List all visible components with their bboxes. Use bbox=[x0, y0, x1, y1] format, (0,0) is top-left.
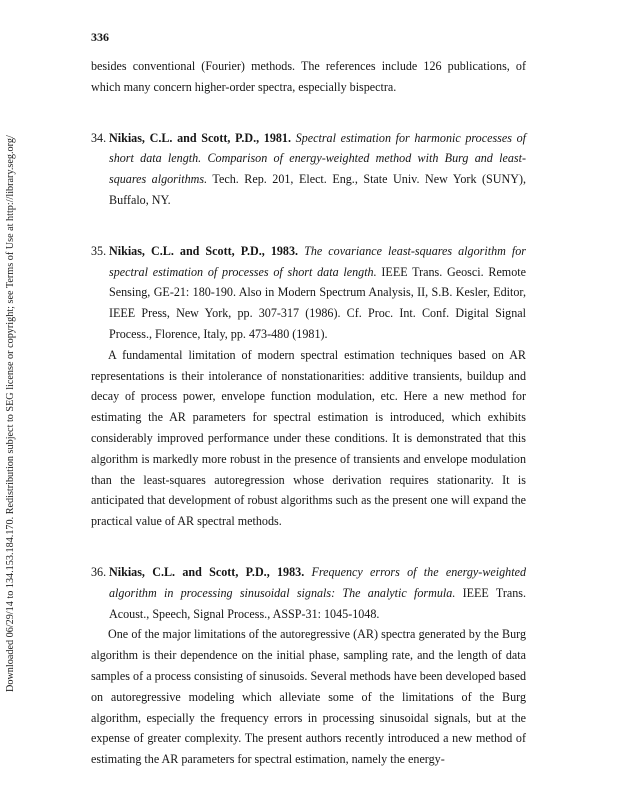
reference-citation bbox=[109, 128, 526, 211]
reference-citation bbox=[109, 562, 526, 624]
reference-title: Frequency errors of the energy-weighted algorithm in processing sinusoidal signals: The analytic formula. bbox=[109, 564, 526, 600]
reference-source: IEEE Trans. Acoust., Speech, Signal Process., ASSP-31: 1045-1048. bbox=[109, 585, 526, 621]
page-content bbox=[91, 56, 526, 770]
reference-number: 34. bbox=[91, 130, 107, 145]
reference-entry-35 bbox=[91, 241, 526, 345]
reference-title: The covariance least-squares algorithm for spectral estimation of processes of short data length. bbox=[109, 243, 527, 279]
reference-source: IEEE Trans. Geosci. Remote Sensing, GE-21: 180-190. Also in Modern Spectrum Analysis, II, S.B. Kesler, Editor, IEEE Press, New York, pp. 307-317 (1986). Cf. Proc. Int. Conf. Digital Signal Process., Florence, Italy, pp. 473-480 (1981). bbox=[109, 264, 526, 341]
download-notice: Downloaded 06/29/14 to 134.153.184.170. Redistribution subject to SEG license or copyright; see Terms of Use at http://library.seg.org/ bbox=[5, 135, 16, 692]
intro-paragraph: besides conventional (Fourier) methods. The references include 126 publications, of which many concern higher-order spectra, especially bispectra. bbox=[91, 59, 526, 94]
reference-authors: Nikias, C.L. and Scott, P.D., 1981. bbox=[109, 130, 292, 145]
reference-entry-34 bbox=[91, 128, 526, 211]
reference-number: 35. bbox=[91, 243, 107, 258]
reference-authors: Nikias, C.L. and Scott, P.D., 1983. bbox=[109, 564, 305, 579]
page-number: 336 bbox=[91, 30, 109, 44]
reference-source: Tech. Rep. 201, Elect. Eng., State Univ. New York (SUNY), Buffalo, NY. bbox=[109, 172, 527, 207]
reference-title: Spectral estimation for harmonic processes of short data length. Comparison of energy-weighted method with Burg and least-squares algorithms. bbox=[109, 130, 526, 187]
reference-abstract: A fundamental limitation of modern spectral estimation techniques based on AR representations is their intolerance of nonstationarities: additive transients, buildup and decay of process power, envelope function modulation, etc. Here a new method for estimating the AR parameters for spectral estimation is introduced, which exhibits considerably improved performance under these conditions. It is demonstrated that this algorithm is markedly more robust in the presence of transients and envelope modulation than the least-squares autoregression whose derivation requires stationarity. It is anticipated that development of robust algorithms such as the present one will expand the practical value of AR spectral methods. bbox=[91, 347, 526, 529]
reference-authors: Nikias, C.L. and Scott, P.D., 1983. bbox=[109, 243, 299, 258]
reference-entry-36 bbox=[91, 562, 526, 624]
reference-abstract: One of the major limitations of the autoregressive (AR) spectra generated by the Burg algorithm is their dependence on the initial phase, sampling rate, and the length of data samples of a process consisting of sinusoids. Several methods have been developed based on autoregressive modeling which alleviate some of the limitations of the Burg algorithm, especially the frequency errors in processing sinusoidal signals, but at the expense of greater complexity. The present authors recently introduced a new method of estimating the AR parameters for spectral estimation, namely the energy- bbox=[91, 627, 526, 767]
reference-citation bbox=[109, 241, 526, 345]
reference-number: 36. bbox=[91, 564, 107, 579]
